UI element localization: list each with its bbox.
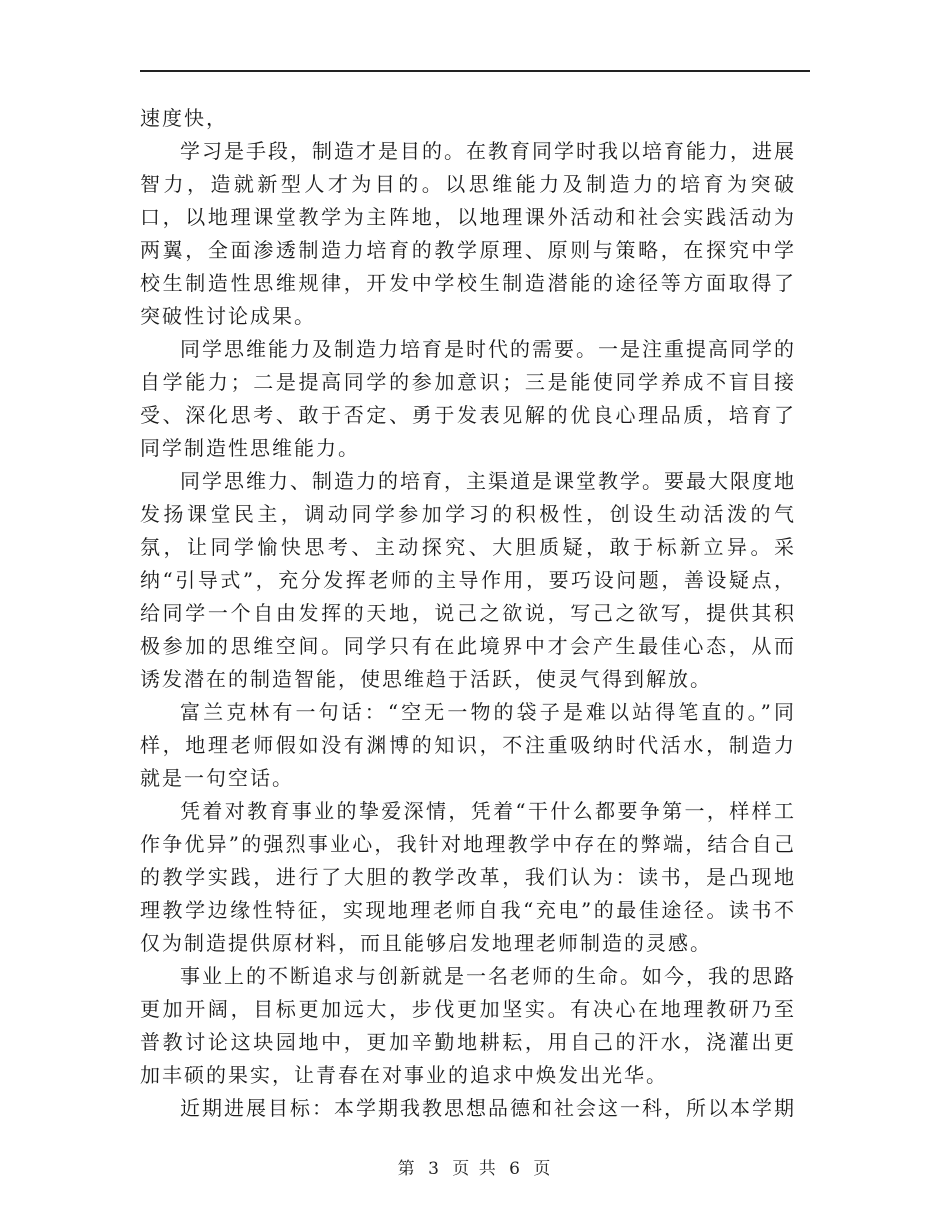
paragraph: 速度快， bbox=[140, 106, 228, 130]
footer-middle: 页 共 bbox=[452, 1159, 498, 1179]
footer-suffix: 页 bbox=[533, 1159, 553, 1179]
paragraph: 学习是手段，制造才是目的。在教育同学时我以培育能力，进展智力，造就新型人才为目的。以思维能力及制造力的培育为突破口，以地理课堂教学为主阵地，以地理课外活动和社会实践活动为两翼，全面渗透制造力培育的教学原理、原则与策略，在探究中学校生制造性思维规律，开发中学校生制造潜能的途径等方面取得了突破性讨论成果。 bbox=[140, 139, 796, 328]
page-footer bbox=[0, 1154, 950, 1179]
paragraph: 同学思维能力及制造力培育是时代的需要。一是注重提高同学的自学能力；二是提高同学的参加意识；三是能使同学养成不盲目接受、深化思考、敢于否定、勇于发表见解的优良心理品质，培育了同学制造性思维能力。 bbox=[140, 337, 796, 460]
paragraph: 近期进展目标：本学期我教思想品德和社会这一科，所以本学期 bbox=[180, 1096, 796, 1120]
page-number: 3 bbox=[428, 1159, 441, 1179]
paragraph: 富兰克林有一句话：“空无一物的袋子是难以站得笔直的。”同样，地理老师假如没有渊博的知识，不注重吸纳时代活水，制造力就是一句空话。 bbox=[140, 700, 796, 790]
total-pages: 6 bbox=[509, 1159, 522, 1179]
paragraph: 凭着对教育事业的挚爱深情，凭着“干什么都要争第一，样样工作争优异”的强烈事业心，我针对地理教学中存在的弊端，结合自己的教学实践，进行了大胆的教学改革，我们认为：读书，是凸现地理教学边缘性特征，实现地理老师自我“充电”的最佳途径。读书不仅为制造提供原材料，而且能够启发地理老师制造的灵感。 bbox=[140, 799, 796, 955]
footer-prefix: 第 bbox=[397, 1159, 417, 1179]
body-text bbox=[140, 102, 796, 1125]
paragraph: 同学思维力、制造力的培育，主渠道是课堂教学。要最大限度地发扬课堂民主，调动同学参加学习的积极性，创设生动活泼的气氛，让同学愉快思考、主动探究、大胆质疑，敢于标新立异。采纳“引导式”，充分发挥老师的主导作用，要巧设问题，善设疑点，给同学一个自由发挥的天地，说己之欲说，写己之欲写，提供其积极参加的思维空间。同学只有在此境界中才会产生最佳心态，从而诱发潜在的制造智能，使思维趋于活跃，使灵气得到解放。 bbox=[140, 469, 796, 691]
header-rule bbox=[140, 70, 810, 72]
paragraph: 事业上的不断追求与创新就是一名老师的生命。如今，我的思路更加开阔，目标更加远大，步伐更加坚实。有决心在地理教研乃至普教讨论这块园地中，更加辛勤地耕耘，用自己的汗水，浇灌出更加丰硕的果实，让青春在对事业的追求中焕发出光华。 bbox=[140, 964, 796, 1087]
